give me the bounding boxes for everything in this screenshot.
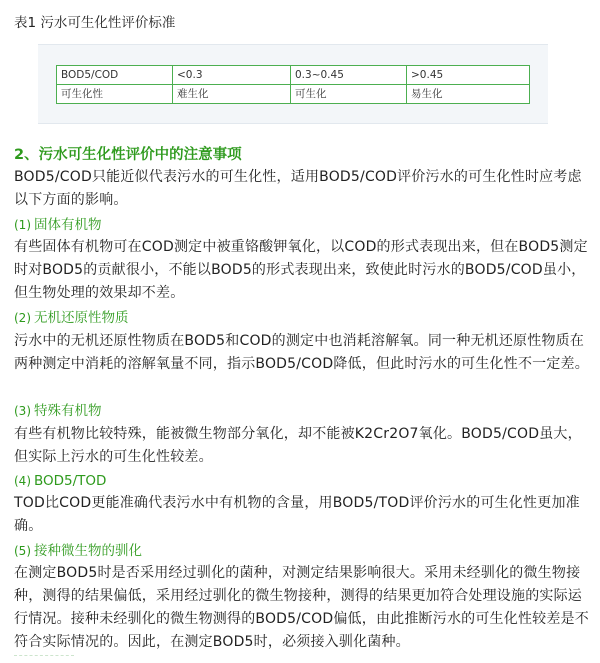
table-cell: 0.3~0.45 (291, 66, 407, 85)
item-number: (4) (14, 474, 31, 488)
table-caption: 表1 污水可生化性评价标准 (14, 15, 176, 31)
table-cell: 可生化性 (57, 85, 173, 104)
subheading-inoculation (14, 541, 142, 561)
item-title: 接种微生物的驯化 (34, 543, 142, 559)
subheading-inorganic-reducers (14, 308, 129, 328)
subheading-bod5-tod (14, 471, 106, 491)
paragraph-bod5-tod: TOD比COD更能准确代表污水中有机物的含量，用BOD5/TOD评价污水的可生化性更加准确。 (14, 495, 580, 534)
table-cell: <0.3 (173, 66, 291, 85)
item-title: 无机还原性物质 (34, 310, 129, 326)
paragraph-special-organics: 有些有机物比较特殊，能被微生物部分氧化，却不能被K2Cr2O7氧化。BOD5/COD虽大，但实际上污水的可生化性较差。 (14, 426, 582, 465)
item-number: (2) (14, 311, 31, 325)
table-header-row (57, 66, 530, 85)
table-cell: BOD5/COD (57, 66, 173, 85)
intro-paragraph: BOD5/COD只能近似代表污水的可生化性，适用BOD5/COD评价污水的可生化性时应考虑以下方面的影响。 (14, 169, 582, 208)
table-container (38, 44, 548, 124)
table-cell: 可生化 (291, 85, 407, 104)
table-row (57, 85, 530, 104)
item-number: (1) (14, 218, 31, 232)
item-title: 固体有机物 (34, 217, 102, 233)
paragraph-inoculation: 在测定BOD5时是否采用经过驯化的菌种，对测定结果影响很大。采用未经驯化的微生物接种，测得的结果偏低，采用经过驯化的微生物接种，测得的结果更加符合处理设施的实际运行情况。接种未经驯化的微生物测得的BOD5/COD偏低，由此推断污水的可生化性较差是不符合实际情况的。因此，在测定BOD5时，必须接入驯化菌种。 (14, 565, 589, 650)
item-title: BOD5/TOD (34, 473, 107, 489)
subheading-special-organics (14, 401, 102, 421)
table-cell: 难生化 (173, 85, 291, 104)
paragraph-solid-organics: 有些固体有机物可在COD测定中被重铬酸钾氧化，以COD的形式表现出来，但在BOD5测定时对BOD5的贡献很小，不能以BOD5的形式表现出来，致使此时污水的BOD5/COD虽小，但生物处理的效果却不差。 (14, 239, 588, 301)
item-title: 特殊有机物 (34, 403, 102, 419)
table-cell: >0.45 (407, 66, 530, 85)
table-cell: 易生化 (407, 85, 530, 104)
subheading-solid-organics (14, 215, 102, 235)
biodegradability-table (56, 65, 530, 104)
item-number: (5) (14, 544, 31, 558)
item-number: (3) (14, 404, 31, 418)
section-title: 2、污水可生化性评价中的注意事项 (14, 147, 242, 163)
paragraph-inorganic-reducers: 污水中的无机还原性物质在BOD5和COD的测定中也消耗溶解氧。同一种无机还原性物质在两种测定中消耗的溶解氧量不同，指示BOD5/COD降低，但此时污水的可生化性不一定差。 (14, 333, 589, 372)
